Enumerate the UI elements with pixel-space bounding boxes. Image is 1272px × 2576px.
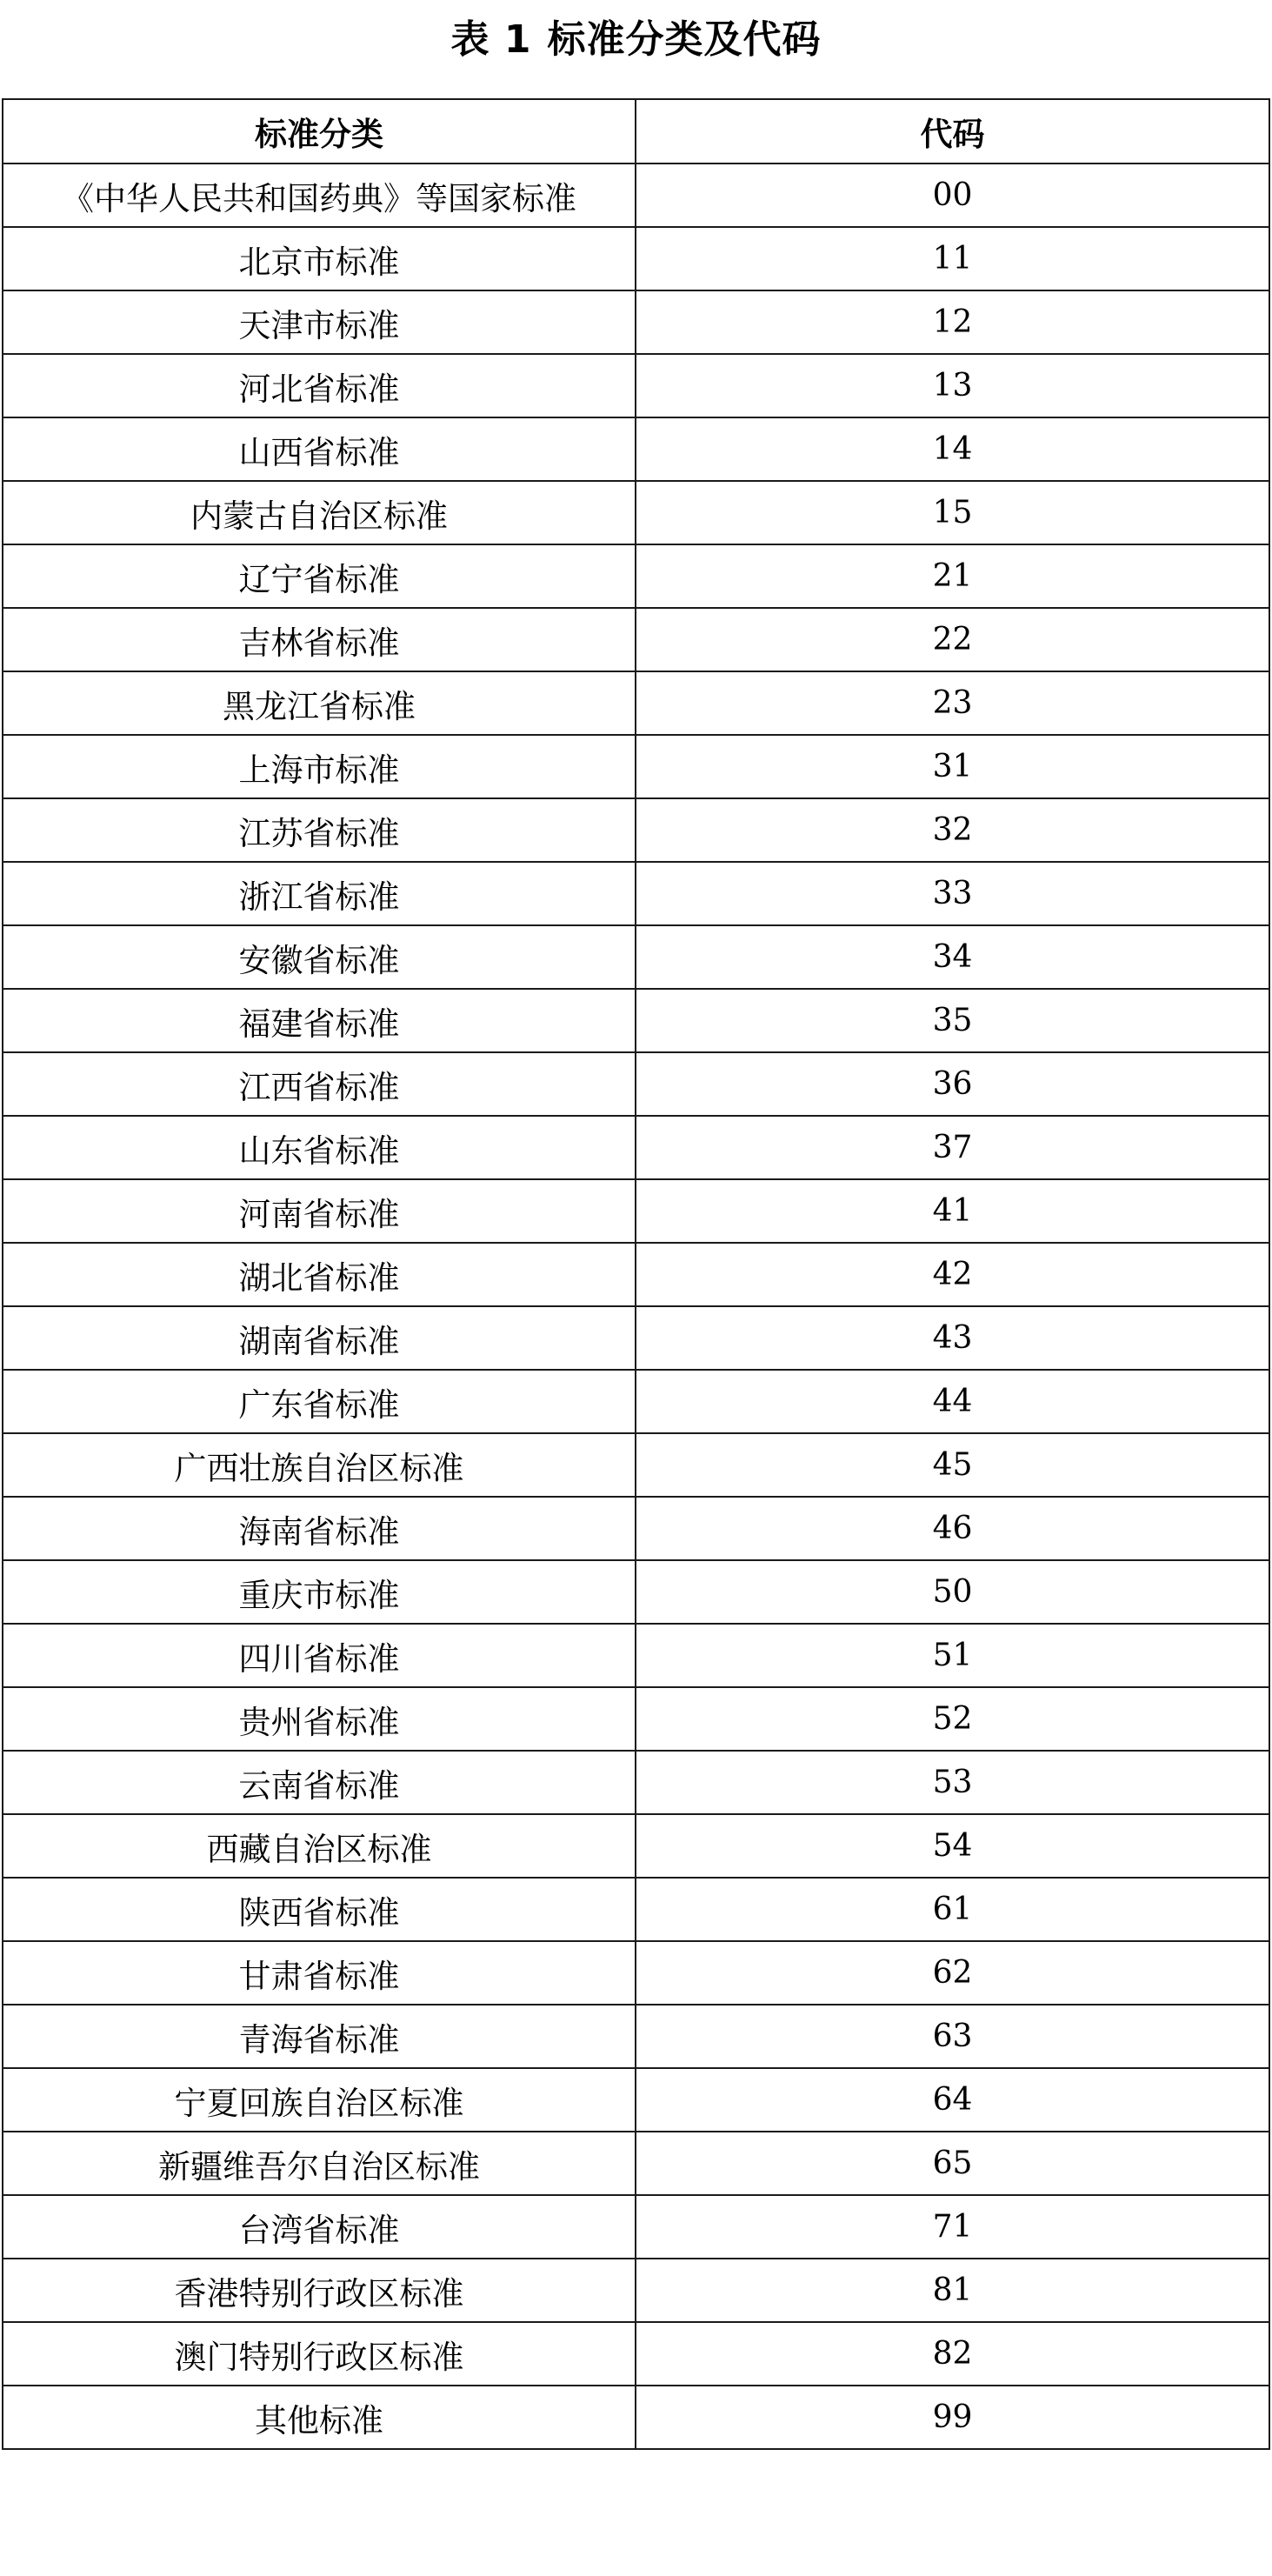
table-header-row (3, 99, 1269, 164)
table-row (3, 1497, 1269, 1560)
category-cell: 宁夏回族自治区标准 (3, 2068, 636, 2132)
code-cell: 71 (636, 2195, 1269, 2259)
category-cell: 青海省标准 (3, 2005, 636, 2068)
code-cell: 53 (636, 1751, 1269, 1814)
category-cell: 江西省标准 (3, 1052, 636, 1116)
category-cell: 云南省标准 (3, 1751, 636, 1814)
code-cell: 45 (636, 1433, 1269, 1497)
table-row (3, 1116, 1269, 1179)
category-cell: 四川省标准 (3, 1624, 636, 1687)
code-cell: 61 (636, 1878, 1269, 1941)
table-row (3, 2259, 1269, 2322)
category-cell: 北京市标准 (3, 227, 636, 290)
code-cell: 15 (636, 481, 1269, 544)
code-cell: 00 (636, 164, 1269, 227)
table-row (3, 925, 1269, 989)
category-cell: 新疆维吾尔自治区标准 (3, 2132, 636, 2195)
category-cell: 内蒙古自治区标准 (3, 481, 636, 544)
code-cell: 42 (636, 1243, 1269, 1306)
table-row (3, 1751, 1269, 1814)
table-caption (0, 0, 1272, 83)
code-cell: 37 (636, 1116, 1269, 1179)
table-row (3, 608, 1269, 671)
table-row (3, 1624, 1269, 1687)
category-cell: 吉林省标准 (3, 608, 636, 671)
table-row (3, 671, 1269, 735)
category-cell: 西藏自治区标准 (3, 1814, 636, 1878)
category-cell: 海南省标准 (3, 1497, 636, 1560)
table-row (3, 227, 1269, 290)
category-cell: 陕西省标准 (3, 1878, 636, 1941)
category-cell: 贵州省标准 (3, 1687, 636, 1751)
table-row (3, 735, 1269, 798)
category-cell: 江苏省标准 (3, 798, 636, 862)
category-cell: 天津市标准 (3, 290, 636, 354)
table-row (3, 290, 1269, 354)
table-row (3, 2195, 1269, 2259)
table-row (3, 862, 1269, 925)
table-row (3, 1179, 1269, 1243)
table-row (3, 798, 1269, 862)
table-row (3, 417, 1269, 481)
table-row (3, 1878, 1269, 1941)
code-cell: 50 (636, 1560, 1269, 1624)
code-cell: 63 (636, 2005, 1269, 2068)
category-cell: 香港特别行政区标准 (3, 2259, 636, 2322)
table-row (3, 2322, 1269, 2386)
table-title: 标准分类及代码 (547, 17, 822, 62)
standard-classification-table (2, 98, 1270, 2450)
code-cell: 44 (636, 1370, 1269, 1433)
code-cell: 65 (636, 2132, 1269, 2195)
category-cell: 广东省标准 (3, 1370, 636, 1433)
table-row (3, 1941, 1269, 2005)
table-row (3, 164, 1269, 227)
category-cell: 湖北省标准 (3, 1243, 636, 1306)
table-row (3, 481, 1269, 544)
header-code: 代码 (636, 99, 1269, 164)
table-row (3, 1370, 1269, 1433)
category-cell: 辽宁省标准 (3, 544, 636, 608)
code-cell: 33 (636, 862, 1269, 925)
code-cell: 23 (636, 671, 1269, 735)
table-row (3, 354, 1269, 417)
code-cell: 41 (636, 1179, 1269, 1243)
code-cell: 12 (636, 290, 1269, 354)
category-cell: 山西省标准 (3, 417, 636, 481)
category-cell: 其他标准 (3, 2386, 636, 2449)
code-cell: 13 (636, 354, 1269, 417)
code-cell: 14 (636, 417, 1269, 481)
code-cell: 31 (636, 735, 1269, 798)
code-cell: 54 (636, 1814, 1269, 1878)
category-cell: 湖南省标准 (3, 1306, 636, 1370)
code-cell: 51 (636, 1624, 1269, 1687)
code-cell: 22 (636, 608, 1269, 671)
table-row (3, 1687, 1269, 1751)
category-cell: 台湾省标准 (3, 2195, 636, 2259)
category-cell: 甘肃省标准 (3, 1941, 636, 2005)
category-cell: 上海市标准 (3, 735, 636, 798)
table-row (3, 989, 1269, 1052)
category-cell: 黑龙江省标准 (3, 671, 636, 735)
table-row (3, 1433, 1269, 1497)
category-cell: 浙江省标准 (3, 862, 636, 925)
code-cell: 82 (636, 2322, 1269, 2386)
code-cell: 35 (636, 989, 1269, 1052)
table-row (3, 2068, 1269, 2132)
table-row (3, 2132, 1269, 2195)
table-row (3, 544, 1269, 608)
code-cell: 34 (636, 925, 1269, 989)
code-cell: 62 (636, 1941, 1269, 2005)
code-cell: 64 (636, 2068, 1269, 2132)
category-cell: 《中华人民共和国药典》等国家标准 (3, 164, 636, 227)
category-cell: 福建省标准 (3, 989, 636, 1052)
table-number: 表 1 (450, 17, 532, 62)
category-cell: 澳门特别行政区标准 (3, 2322, 636, 2386)
code-cell: 32 (636, 798, 1269, 862)
table-row (3, 2386, 1269, 2449)
code-cell: 21 (636, 544, 1269, 608)
table-row (3, 1243, 1269, 1306)
code-cell: 36 (636, 1052, 1269, 1116)
category-cell: 重庆市标准 (3, 1560, 636, 1624)
code-cell: 52 (636, 1687, 1269, 1751)
table-row (3, 2005, 1269, 2068)
table-row (3, 1052, 1269, 1116)
table-row (3, 1814, 1269, 1878)
category-cell: 河南省标准 (3, 1179, 636, 1243)
category-cell: 安徽省标准 (3, 925, 636, 989)
table-row (3, 1306, 1269, 1370)
table-body (3, 164, 1269, 2449)
code-cell: 11 (636, 227, 1269, 290)
category-cell: 山东省标准 (3, 1116, 636, 1179)
category-cell: 广西壮族自治区标准 (3, 1433, 636, 1497)
header-category: 标准分类 (3, 99, 636, 164)
category-cell: 河北省标准 (3, 354, 636, 417)
code-cell: 46 (636, 1497, 1269, 1560)
code-cell: 99 (636, 2386, 1269, 2449)
table-row (3, 1560, 1269, 1624)
code-cell: 43 (636, 1306, 1269, 1370)
code-cell: 81 (636, 2259, 1269, 2322)
